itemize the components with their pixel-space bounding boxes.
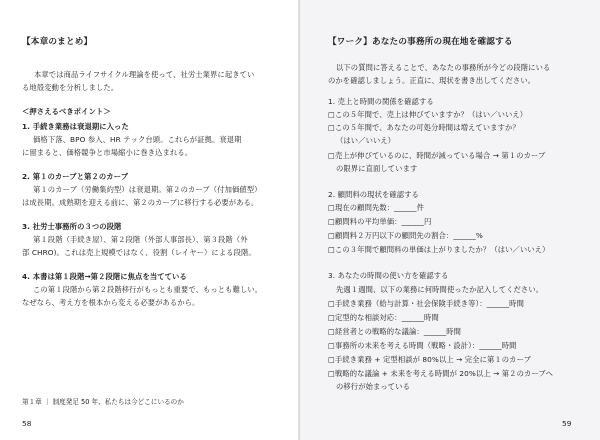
page-number-left: 58: [22, 419, 32, 428]
point-1-body-line-2: に留まると、価格競争と市場縮小に巻き込まれる。: [22, 148, 193, 157]
point-2-body-line-2: は成長期。成熟期を迎える前に、第２のカーブに移行する必要がある。: [22, 198, 259, 207]
section-1-item-2-cont: （はい／いいえ）: [336, 136, 396, 145]
section-3-item-4: □事務所の未来を考える時間（戦略・設計）：______時間: [328, 341, 517, 350]
point-4-body-line-2: なぜなら、考え方を根本から変える必要があるから。: [22, 298, 200, 307]
section-3-instruction: 先週１週間、以下の業務に何時間使ったか記入してください。: [336, 285, 544, 294]
chapter-summary-heading: 【本章のまとめ】: [22, 37, 93, 47]
worksheet-intro-line-1: 以下の質問に答えることで、あなたの事務所が今どの段階にいる: [336, 63, 551, 72]
point-3-body-line-1: 第１段階（手続き屋）、第２段階（外部人事部長）、第３段階（外: [33, 235, 248, 244]
point-1-body-line-1: 価格下落、BPO 参入、HR テック台頭。これらが証拠。衰退期: [33, 135, 242, 144]
key-points-title: ＜押さえるべきポイント＞: [22, 107, 111, 116]
summary-intro-line-1: 本章では商品ライフサイクル理論を使って、社労士業界に起きてい: [34, 70, 255, 79]
point-1-title: 1. 手続き業務は衰退期に入った: [22, 122, 129, 131]
point-4-title: 4. 本書は第１段階→第２段階に焦点を当てている: [22, 272, 187, 281]
section-3-item-2: □定型的な相談対応：______時間: [328, 313, 439, 322]
summary-intro-line-2: る地殻変動を分析しました。: [22, 83, 119, 92]
right-page: [300, 0, 600, 440]
point-3-title: 3. 社労士事務所の３つの段階: [22, 222, 122, 231]
section-1-item-3-cont: の限界に直面しています: [336, 164, 418, 173]
section-3-item-6: □戦略的な議論 + 未来を考える時間が 20%以上 → 第２のカーブへ: [328, 369, 554, 378]
section-3-item-1: □手続き業務（給与計算・社会保険手続き等）：______時間: [328, 299, 524, 308]
section-2-item-3: □顧問料２万円以下の顧問先の割合：______%: [328, 231, 483, 240]
section-2-item-4: □この３年間で顧問料の単価は上がりましたか？（はい／いいえ）: [328, 245, 550, 254]
worksheet-intro-line-2: のかを確認しましょう。正直に、現状を書き出してください。: [328, 76, 536, 85]
section-3-item-3: □経営者との戦略的な議論：______時間: [328, 327, 462, 336]
section-3-title: 3. あなたの時間の使い方を確認する: [328, 271, 449, 280]
running-footer: 第１章 ｜ 制度発足 50 年、私たちは今どこにいるのか: [22, 398, 184, 406]
page-number-right: 59: [562, 419, 572, 428]
point-4-body-line-1: この第１段階から第２段階移行がもっとも重要で、もっとも難しい。: [33, 285, 263, 294]
section-2-item-2: □顧問料の平均単価：______円: [328, 217, 432, 226]
point-2-body-line-1: 第１のカーブ（労働集約型）は衰退期。第２のカーブ（付加価値型）: [33, 185, 262, 194]
section-2-item-1: □現在の顧問先数：______件: [328, 203, 425, 212]
point-3-body-line-2: 部 CHRO)。これは売上規模ではなく、役割（レイヤー）による段階。: [22, 248, 256, 257]
section-1-item-2: □この５年間で、あなたの可処分時間は増えていますか？: [328, 123, 520, 132]
worksheet-heading: 【ワーク】あなたの事務所の現在地を確認する: [328, 37, 513, 47]
point-2-title: 2. 第１のカーブと第２のカーブ: [22, 172, 129, 181]
section-2-title: 2. 顧問料の現状を確認する: [328, 190, 419, 199]
section-1-item-1: □この５年間で、売上は伸びていますか？（はい／いいえ）: [328, 110, 528, 119]
section-1-item-3: □売上が伸びているのに、時間が減っている場合 → 第１のカーブ: [328, 151, 546, 160]
section-3-item-5: □手続き業務 + 定型相談が 80%以上 → 完全に第１のカーブ: [328, 355, 532, 364]
section-3-item-6-cont: の移行が始まっている: [336, 382, 410, 391]
section-1-title: 1. 売上と時間の関係を確認する: [328, 97, 434, 106]
